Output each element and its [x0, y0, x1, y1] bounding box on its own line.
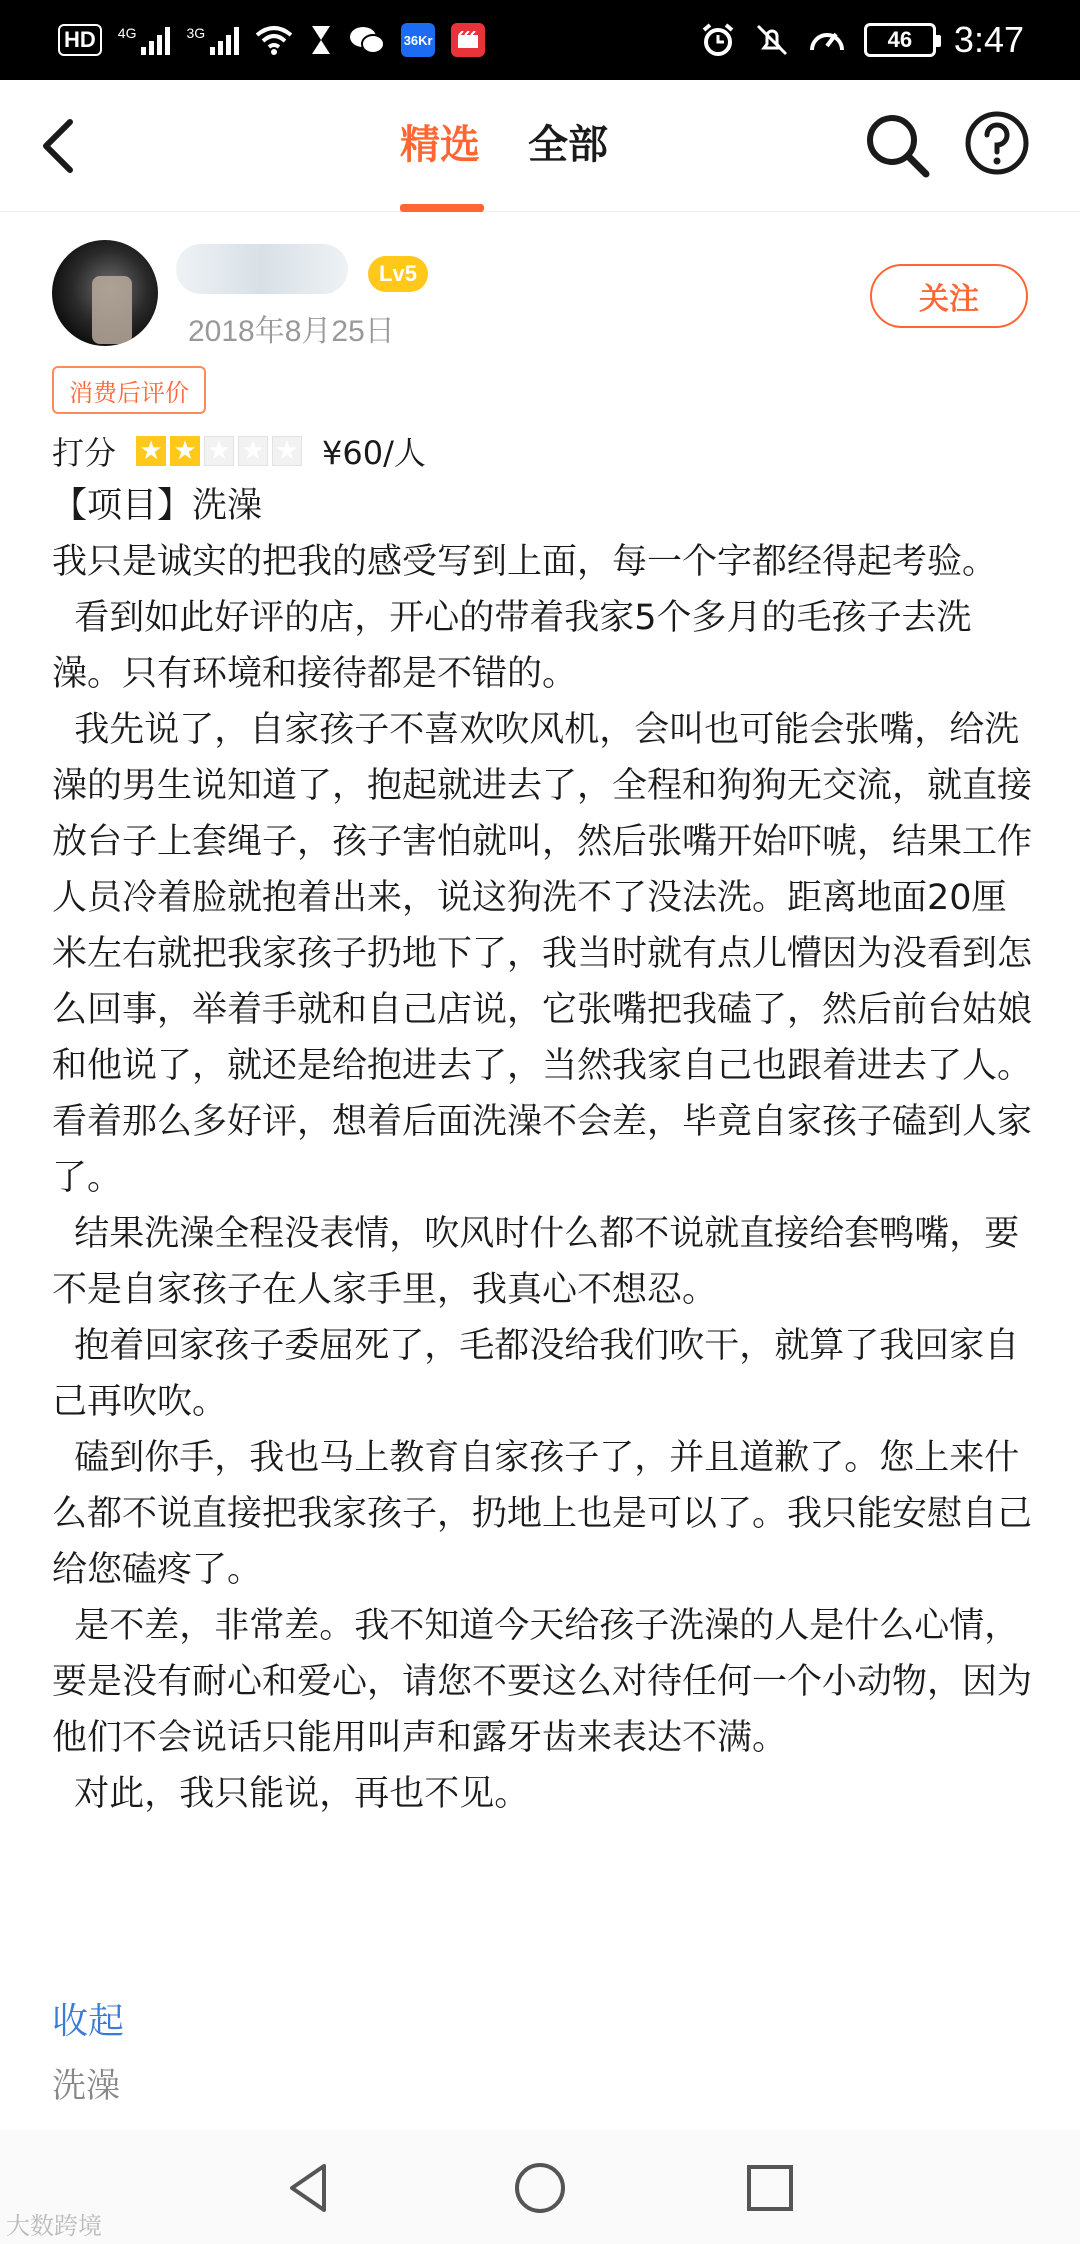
star-rating: [136, 436, 302, 466]
clock: 3:47: [953, 19, 1024, 60]
username-blurred[interactable]: [176, 244, 348, 294]
mute-icon: [754, 22, 790, 58]
search-icon[interactable]: [862, 110, 932, 180]
system-nav-bar: [0, 2130, 1080, 2244]
price-per-person: ¥60/人: [322, 434, 426, 472]
top-nav: [0, 80, 1080, 212]
category-tag[interactable]: 洗澡: [52, 2066, 120, 2106]
wechat-icon: [349, 25, 385, 55]
hd-indicator: HD: [58, 24, 102, 56]
star-icon: ★: [238, 436, 268, 466]
post-purchase-tag: 消费后评价: [52, 366, 206, 414]
rating-label: 打分: [52, 434, 117, 472]
review-body: 【项目】洗澡 我只是诚实的把我的感受写到上面，每一个字都经得起考验。 看到如此好评的店，开心的带着我家5个多月的毛孩子去洗澡。只有环境和接待都是不错的。 我先说了，自家孩子不喜欢吹风机，会叫也可能会张嘴，给洗澡的男生说知道了，抱起就进去了，全程和狗狗无交流，就直接放台子上套绳子，孩子害怕就叫，然后张嘴开始吓唬，结果工作人员冷着脸就抱着出来，说这狗洗不了没法洗。距离地面20厘米左右就把我家孩子扔地下了，我当时就有点儿懵因为没看到怎么回事，举着手就和自己店说，它张嘴把我磕了，然后前台姑娘和他说了，就还是给抱进去了，当然我家自己也跟着进去了人。看着那么多好评，想着后面洗澡不会差，毕竟自家孩子磕到人家了。 结果洗澡全程没表情，吹风时什么都不说就直接给套鸭嘴，要不是自家孩子在人家手里，我真心不想忍。 抱着回家孩子委屈死了，毛都没给我们吹干，就算了我回家自己再吹吹。 磕到你手，我也马上教育自家孩子了，并且道歉了。您上来什么都不说直接把我家孩子，扔地上也是可以了。我只能安慰自己给您磕疼了。 是不差，非常差。我不知道今天给孩子洗澡的人是什么心情，要是没有耐心和爱心，请您不要这么对待任何一个小动物，因为他们不会说话只能用叫声和露牙齿来表达不满。 对此，我只能说，再也不见。: [52, 486, 1033, 1814]
tab-all[interactable]: 全部: [528, 122, 608, 168]
rating-row: [52, 426, 426, 476]
battery-icon: 46: [864, 23, 936, 57]
star-icon: ★: [204, 436, 234, 466]
status-right: [700, 16, 1024, 64]
signal-icon-sim1: [118, 25, 171, 55]
36kr-app-icon: 36Kr: [401, 23, 435, 57]
star-icon: ★: [136, 436, 166, 466]
status-left: [58, 20, 485, 60]
back-arrow-icon[interactable]: [30, 114, 90, 178]
watermark: 大数跨境: [6, 2212, 102, 2240]
tab-featured[interactable]: 精选: [400, 122, 480, 168]
alarm-icon: [700, 22, 736, 58]
nav-home-icon[interactable]: [510, 2158, 570, 2218]
follow-button[interactable]: 关注: [870, 264, 1028, 328]
nav-back-icon[interactable]: [280, 2158, 340, 2218]
speed-icon: [808, 22, 846, 58]
review-date: 2018年8月25日: [188, 315, 395, 348]
tab-indicator: [400, 204, 484, 212]
nav-recents-icon[interactable]: [740, 2158, 800, 2218]
signal-icon-sim2: [186, 25, 239, 55]
help-icon[interactable]: [964, 110, 1030, 176]
sim2-network-label: 3G: [186, 25, 206, 41]
star-icon: ★: [272, 436, 302, 466]
sim1-network-label: 4G: [117, 25, 137, 41]
hourglass-icon: [309, 24, 333, 56]
status-bar: [0, 0, 1080, 80]
video-app-icon: [451, 23, 485, 57]
level-badge: Lv5: [368, 256, 428, 292]
avatar[interactable]: [52, 240, 158, 346]
star-icon: ★: [170, 436, 200, 466]
collapse-link[interactable]: 收起: [52, 2001, 125, 2042]
wifi-icon: [255, 25, 293, 55]
